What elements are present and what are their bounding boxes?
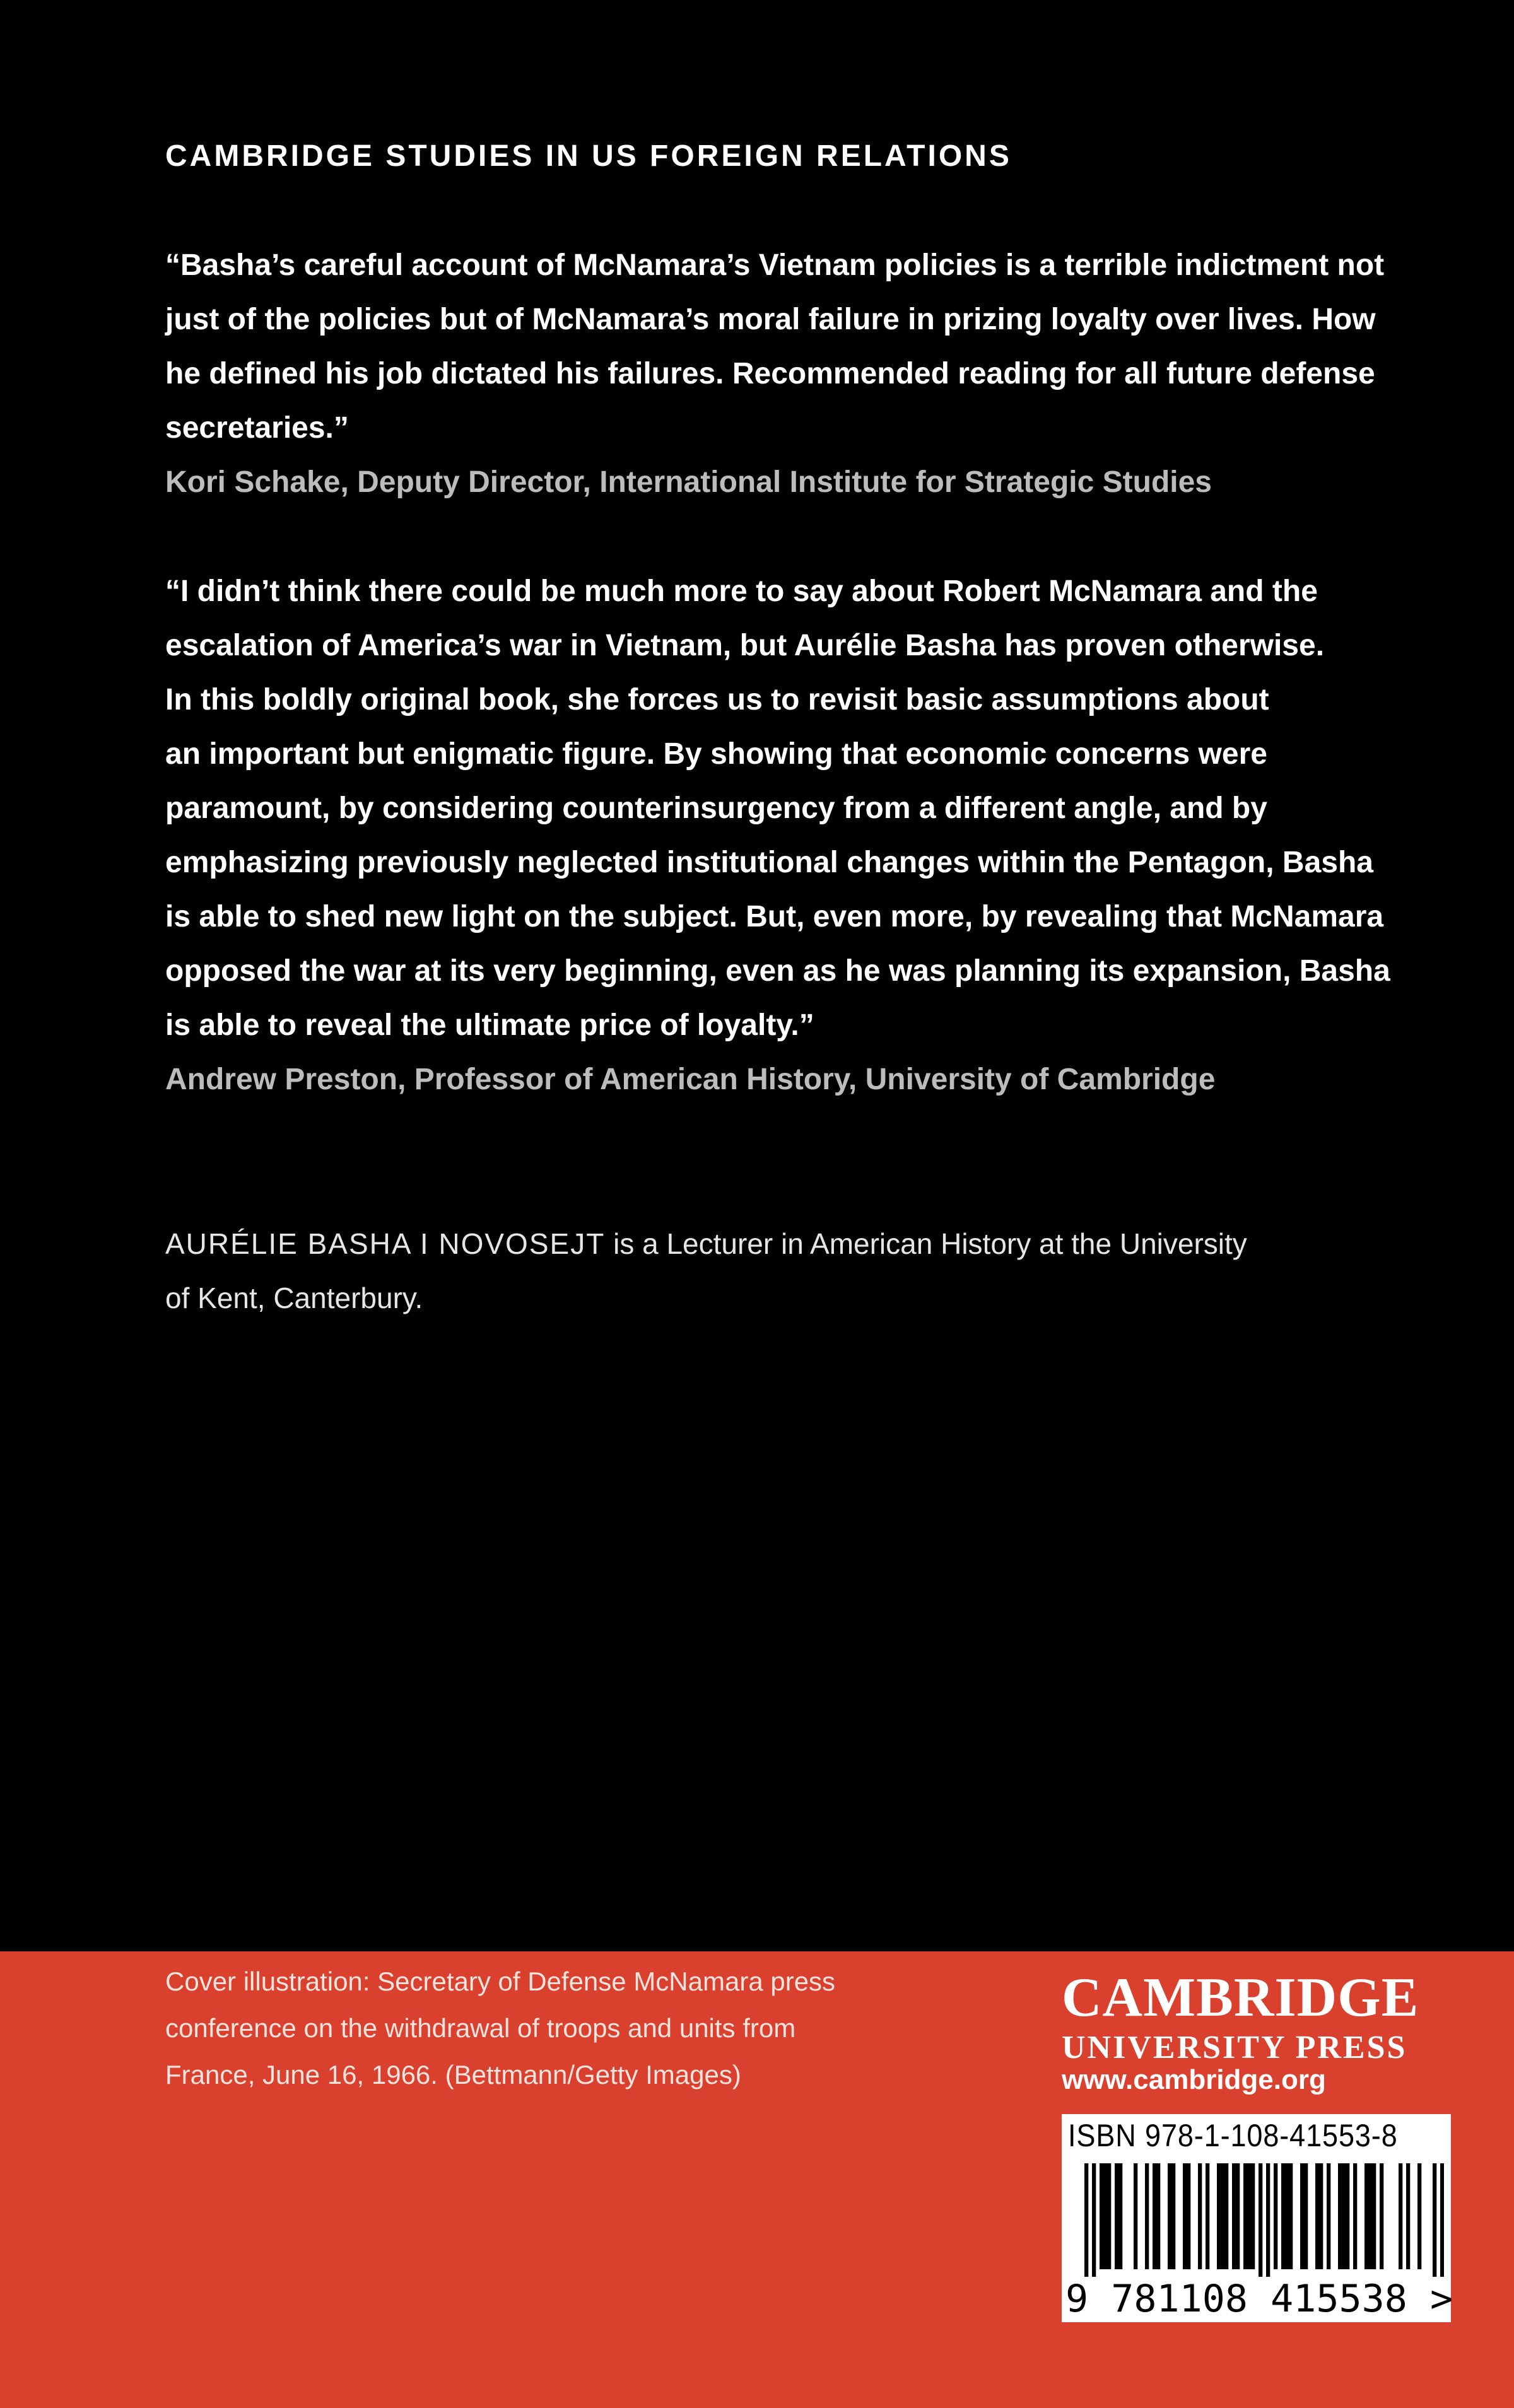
barcode-icon [1084, 2163, 1444, 2277]
publisher-website: www.cambridge.org [1062, 2064, 1326, 2095]
barcode-bar [1100, 2163, 1103, 2269]
quote-line: paramount, by considering counterinsurgency from a different angle, and by [165, 792, 1267, 825]
barcode-bar [1103, 2163, 1107, 2269]
barcode-bar [1145, 2163, 1149, 2269]
author-name: AURÉLIE BASHA I NOVOSEJT [165, 1227, 606, 1260]
barcode-bar [1251, 2163, 1255, 2269]
barcode-bar [1304, 2163, 1308, 2269]
barcode-bar [1224, 2163, 1228, 2269]
cover-credit-line: France, June 16, 1966. (Bettmann/Getty Images) [165, 2060, 741, 2089]
quote-text [165, 564, 1458, 1053]
barcode-bar [1353, 2163, 1357, 2269]
quote-line: “Basha’s careful account of McNamara’s Vietnam policies is a terrible indictment not [165, 248, 1385, 282]
barcode-bar [1266, 2163, 1270, 2277]
barcode-bar [1183, 2163, 1187, 2269]
isbn-label: ISBN 978-1-108-41553-8 [1068, 2118, 1398, 2153]
barcode-bar [1399, 2163, 1402, 2269]
quote-text [165, 238, 1458, 455]
cover-credit-line: conference on the withdrawal of troops and units from [165, 2013, 796, 2043]
barcode-bar [1236, 2163, 1240, 2269]
barcode-bar [1198, 2163, 1202, 2269]
barcode-bar [1153, 2163, 1156, 2269]
quote-line: secretaries.” [165, 411, 349, 445]
barcode-bar [1206, 2163, 1209, 2269]
barcode-bar [1327, 2163, 1330, 2269]
quote-line: opposed the war at its very beginning, even as he was planning its expansion, Basha [165, 954, 1390, 988]
barcode-bar [1092, 2163, 1096, 2277]
quote-attribution: Andrew Preston, Professor of American History, University of Cambridge [165, 1063, 1216, 1096]
barcode-bar [1319, 2163, 1323, 2269]
quote-line: emphasizing previously neglected institutional changes within the Pentagon, Basha [165, 846, 1373, 879]
barcode-bar [1217, 2163, 1221, 2269]
barcode-panel [1062, 2114, 1451, 2322]
quote-line: In this boldly original book, she forces us to revisit basic assumptions about [165, 683, 1269, 716]
barcode-bar [1134, 2163, 1137, 2269]
publisher-subtitle: UNIVERSITY PRESS [1062, 2030, 1407, 2066]
barcode-bar [1281, 2163, 1285, 2269]
series-title: CAMBRIDGE STUDIES IN US FOREIGN RELATIONS [165, 139, 1012, 173]
barcode-bar [1406, 2163, 1410, 2269]
author-bio-text: is a Lecturer in American History at the University [605, 1227, 1247, 1260]
barcode-bar [1247, 2163, 1251, 2269]
barcode-bar [1433, 2163, 1436, 2277]
barcode-bar [1168, 2163, 1171, 2269]
barcode-bar [1243, 2163, 1247, 2269]
barcode-bar [1368, 2163, 1372, 2269]
barcode-bar [1232, 2163, 1236, 2269]
author-bio-line: of Kent, Canterbury. [165, 1282, 423, 1314]
quote-line: “I didn’t think there could be much more to say about Robert McNamara and the [165, 575, 1318, 608]
barcode-bar [1372, 2163, 1376, 2269]
barcode-bar [1338, 2163, 1342, 2269]
quote-attribution: Kori Schake, Deputy Director, International Institute for Strategic Studies [165, 465, 1212, 499]
barcode-bar [1107, 2163, 1111, 2269]
publisher-logo [1062, 1969, 1453, 2069]
barcode-bar [1115, 2163, 1118, 2269]
author-bio [165, 1217, 1458, 1325]
barcode-bar [1300, 2163, 1304, 2269]
author-bio-line [165, 1217, 1458, 1271]
barcode-bar [1221, 2163, 1224, 2269]
endorsement-quote-2 [165, 564, 1458, 1107]
cover-credit [165, 1958, 954, 2098]
barcode-bar [1417, 2163, 1421, 2269]
barcode-bar [1171, 2163, 1175, 2269]
barcode-bar [1274, 2163, 1277, 2269]
quote-line: an important but enigmatic figure. By showing that economic concerns were [165, 737, 1267, 771]
quote-line: he defined his job dictated his failures. Recommended reading for all future defense [165, 357, 1375, 390]
barcode-digits: 9 781108 415538 > [1065, 2277, 1453, 2321]
barcode-bar [1187, 2163, 1190, 2269]
barcode-bar [1315, 2163, 1319, 2269]
barcode-bar [1084, 2163, 1088, 2277]
barcode-bar [1380, 2163, 1383, 2269]
barcode-bar [1440, 2163, 1444, 2277]
quote-line: escalation of America’s war in Vietnam, but Aurélie Basha has proven otherwise. [165, 629, 1325, 662]
barcode-bar [1346, 2163, 1349, 2269]
quote-line: just of the policies but of McNamara’s moral failure in prizing loyalty over lives. How [165, 303, 1376, 336]
barcode-bar [1118, 2163, 1122, 2269]
publisher-name: CAMBRIDGE [1062, 1967, 1419, 2028]
barcode-bar [1156, 2163, 1160, 2269]
quote-line: is able to reveal the ultimate price of loyalty.” [165, 1008, 814, 1042]
barcode-bar [1364, 2163, 1368, 2269]
cover-credit-line: Cover illustration: Secretary of Defense McNamara press [165, 1967, 836, 1996]
barcode-bar [1289, 2163, 1293, 2269]
endorsement-quote-1 [165, 238, 1458, 510]
barcode-bar [1285, 2163, 1289, 2269]
quote-line: is able to shed new light on the subject. But, even more, by revealing that McNamara [165, 900, 1384, 933]
barcode-bar [1342, 2163, 1346, 2269]
barcode-bar [1259, 2163, 1262, 2277]
